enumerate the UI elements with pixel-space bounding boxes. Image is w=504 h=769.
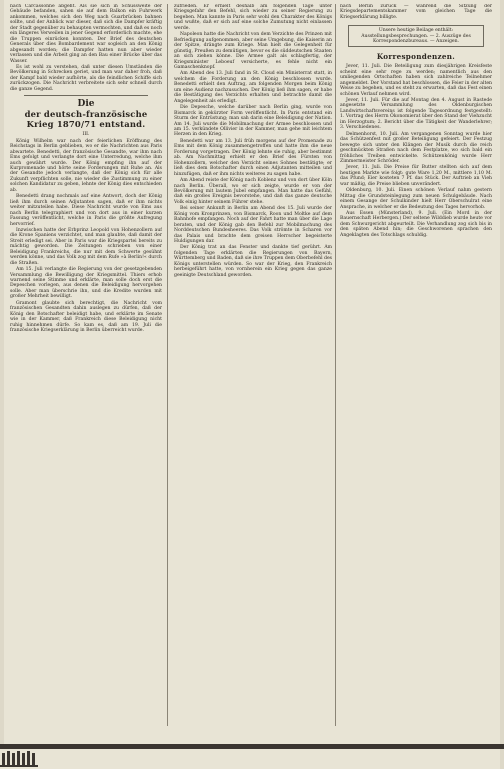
column-right bbox=[340, 4, 492, 726]
article-headline-line2: der deutsch-französische Krieg 1870/71 entstand. bbox=[24, 109, 148, 130]
column-divider bbox=[335, 4, 336, 726]
scan-footer-bar bbox=[0, 744, 504, 749]
paragraph: Jever, 11. Juli. Für die auf Montag den 4. August in Rastede angesetzte Versammlung des Oldenburgischen Landwirtschaftsvereins ist folgende Tagesordnung festgestellt: 1. Vortrag des Herrn Ökonomierat über den Stand der Viehzucht im Herzogtum; 2. Bericht über die Tätigkeit der Wanderlehrer; 3. Verschiedenes. bbox=[340, 97, 492, 131]
column-left bbox=[10, 4, 162, 726]
article-headline-line1: Die bbox=[77, 99, 95, 110]
paragraph: nach Carcassonne abgeht. Als sie sich in Schüssweite der Gebäude befanden, sahen sie auf dem Balkon ein Fuhrwerk ankommen, welches sich den Weg nach Guarbrücken bahnen sollte, und der Anblick war dieser, daß sich die Dampfer kräftig der Stadt gegenüber zu behaupten vermochten, und daß es noch ein längeres Verweilen in jener Gegend erforderlich machte, ehe die Truppen einrücken konnten. Der Brief des deutschen Generals über dies Bombardement war sogleich an den König abgesandt worden; die Dampfer hatten nun aber wieder verlassen und die Arbeit ging an den Bau einer Brücke über das Wasser. bbox=[10, 4, 162, 64]
paragraph: Die Depesche, welche darüber nach Berlin ging, wurde von Bismarck in gekürzter Form veröffentlicht. In Paris entstand ein Sturm der Entrüstung; man sah darin eine Beleidigung der Nation. Am 14. Juli wurde die Mobilmachung der Armee beschlossen und am 15. verkündete Ollivier in der Kammer, man gehe mit leichtem Herzen in den Krieg. bbox=[174, 105, 332, 138]
paragraph: Inzwischen hatte der Erbprinz Leopold von Hohenzollern auf die Krone Spaniens verzichtet, und man glaubte, daß damit der Streit erledigt sei. Aber in Paris war die Kriegspartei bereits zu mächtig geworden. Die Zeitungen schrieben von einer Beleidigung Frankreichs, die nur mit dem Schwerte gesühnt werden könne, und das Volk zog mit dem Rufe »à Berlin!« durch die Straßen. bbox=[10, 227, 162, 266]
paragraph: Jever, 11. Juli. Die Preise für Butter stellten sich auf dem heutigen Markte wie folgt: gute Ware 1,20 M., mittlere 1,10 M. das Pfund; Eier kosteten 7 Pf. das Stück. Der Auftrieb an Vieh war mäßig, die Preise blieben unverändert. bbox=[340, 165, 492, 187]
paragraph: Gramont glaubte sich berechtigt, die Nachricht vom französischen Gesandten dahin auslegen zu dürfen, daß der König den Botschafter beleidigt habe, und erklärte im Senate wie in der Kammer, daß Frankreich diese Beleidigung nicht ruhig hinnehmen dürfe. So kam es, daß am 19. Juli die französische Kriegserklärung in Berlin überreicht wurde. bbox=[10, 300, 162, 334]
column-middle bbox=[174, 4, 332, 726]
archive-stamp-icon bbox=[0, 749, 40, 769]
column-divider bbox=[167, 4, 168, 726]
paragraph: Am Abend des 13. Juli fand in St. Cloud ein Ministerrat statt, in welchem die Forderung an den König beschlossen wurde. Benedetti erhielt den Auftrag, am folgenden Morgen beim König um eine Audienz nachzusuchen. Der König ließ ihm sagen, er habe die Bestätigung des Verzichts erhalten und betrachte damit die Angelegenheit als erledigt. bbox=[174, 71, 332, 104]
paragraph: Napoleon hatte die Nachricht von dem Verzichte des Prinzen mit Befriedigung aufgenommen, aber seine Umgebung, die Kaiserin an der Spitze, drängte zum Kriege. Man hielt die Gelegenheit für günstig, Preußen zu demütigen, bevor es die süddeutschen Staaten an sich ziehen könne. Die Armee galt als schlagfertig, der Kriegsminister Leboeuf versicherte, es fehle nicht ein Gamaschenknopf. bbox=[174, 32, 332, 70]
paragraph: Oldenburg, 10. Juli. Einen schönen Verlauf nahm gestern Mittag die Grundsteinlegung zum neuen Schulgebäude. Nach einem Gesange der Schulkinder hielt Herr Oberschulrat eine Ansprache, in welcher er die Bedeutung des Tages hervorhob. bbox=[340, 188, 492, 210]
paragraph: nach Berlin zurück — während die Sitzung der Kriegsdepartementskammer vom gleichen Tage die Kriegserklärung billigte. bbox=[340, 4, 492, 20]
supplement-notice bbox=[348, 25, 484, 47]
paragraph: Am Abend reiste der König nach Koblenz und von dort über Köln nach Berlin. Überall, wo er sich zeigte, wurde er von der Bevölkerung mit lautem Jubel empfangen. Man hatte das Gefühl, daß ein großes Ereignis bevorstehe, und daß das ganze deutsche Volk einig hinter seinem Führer stehe. bbox=[174, 178, 332, 205]
paragraph: Delmenhorst, 10. Juli. Am vergangenen Sonntag wurde hier das Schützenfest mit großer Beteiligung gefeiert. Der Festzug bewegte sich unter den Klängen der Musik durch die reich geschmückten Straßen nach dem Festplatze, wo sich bald ein fröhliches Treiben entwickelte. Schützenkönig wurde Herr Zimmermeister Schröder. bbox=[340, 131, 492, 164]
paragraph: Benedetti drang nochmals auf eine Antwort, doch der König ließ ihm durch seinen Adjutanten sagen, daß er ihm nichts weiter mitzuteilen habe. Diese Nachricht wurde von Ems aus nach Berlin telegraphiert und von dort aus in einer kurzen Fassung veröffentlicht, welche in Paris die größte Aufregung hervorrief. bbox=[10, 194, 162, 227]
paragraph: Bei seiner Ankunft in Berlin am Abend des 15. Juli wurde der König vom Kronprinzen, von Bismarck, Roon und Moltke auf dem Bahnhofe empfangen. Noch auf der Fahrt hatte man über die Lage beraten, und der König gab den Befehl zur Mobilmachung des Norddeutschen Bundesheeres. Das Volk strömte in Scharen vor das Palais und brachte dem greisen Herrscher begeisterte Huldigungen dar. bbox=[174, 206, 332, 245]
paragraph: König Wilhelm war nach der feierlichen Eröffnung des Reichstags in Berlin geblieben, wo er die Nachrichten aus Paris abwartete. Benedetti, der französische Gesandte, war ihm nach Ems gefolgt und verlangte dort eine Unterredung, welche ihm auch gewährt wurde. Der König empfing ihn auf der Kurpromenade und hörte seine Forderungen mit Ruhe an. Als der Gesandte jedoch verlangte, daß der König sich für alle Zukunft verpflichten solle, nie wieder die Zustimmung zu einer solchen Kandidatur zu geben, lehnte der König dies entschieden ab. bbox=[10, 138, 162, 193]
paragraph: Es ist wohl zu verstehen, daß unter diesen Umständen die Bevölkerung in Schrecken geriet, und man war daher froh, daß der Kampf bald wieder aufhörte, als die feindlichen Schiffe sich zurückzogen. Die Nachricht verbreitete sich sehr schnell durch die ganze Gegend. bbox=[10, 64, 162, 92]
paragraph: Am 15. Juli verlangte die Regierung von der gesetzgebenden Versammlung die Bewilligung der Kriegsmittel. Thiers erhob warnend seine Stimme und erklärte, man solle doch erst die Depeschen vorlegen, aus denen die Beleidigung hervorgehen solle. Aber man überschrie ihn, und die Kredite wurden mit großer Mehrheit bewilligt. bbox=[10, 267, 162, 300]
paragraph: zufrieden. Er erhielt deshalb am folgenden Tage unter Kriegsgefahr den Befehl, sich wieder zu seiner Regierung zu begeben. Man kannte in Paris sehr wohl den Charakter des Königs und wußte, daß er sich auf eine solche Zumutung nicht einlassen werde. bbox=[174, 4, 332, 31]
paragraph: Der König trat an das Fenster und dankte tief gerührt. Am folgenden Tage erklärten die Regierungen von Bayern, Württemberg und Baden, daß sie ihre Truppen dem Oberbefehl des Königs unterstellen würden. So war der Krieg, den Frankreich herbeigeführt hatte, von vornherein ein Krieg gegen das ganze geeinigte Deutschland geworden. bbox=[174, 245, 332, 278]
newspaper-page bbox=[4, 0, 500, 769]
section-heading: Korrespondenzen. bbox=[376, 52, 456, 62]
divider bbox=[24, 95, 148, 96]
supplement-title: Unsere heutige Beilage enthält: bbox=[378, 28, 454, 34]
section-number: III. bbox=[82, 132, 90, 138]
paragraph: Aus Essen (Münsterland), 9. Juli. (Ein Mord in der Bauernschaft Herbergen.) Der seltene Wilddieb wurde heute vor dem Schwurgericht abgeurteilt. Die Verhandlung zog sich bis in den späten Abend hin; die Geschworenen sprachen den Angeklagten des Totschlags schuldig. bbox=[340, 211, 492, 238]
supplement-contents: Ausstellungsbesprechungen. — 2. Auszüge des Korrespondenzbureaus. — Anzeigen. bbox=[361, 33, 471, 44]
paragraph: Benedetti war am 13. Juli früh morgens auf der Promenade zu Ems mit dem König zusammengetroffen und hatte ihm die neue Forderung vorgetragen. Der König lehnte sie ruhig, aber bestimmt ab. Am Nachmittag erhielt er den Brief des Fürsten von Hohenzollern, welcher den Verzicht seines Sohnes bestätigte; er ließ dies dem Botschafter durch einen Adjutanten mitteilen und hinzufügen, daß er ihm nichts weiteres zu sagen habe. bbox=[174, 138, 332, 177]
paragraph: Jever, 11. Juli. Die Beteiligung zum diesjährigen Kreisfeste scheint eine sehr rege zu werden; namentlich aus den umliegenden Ortschaften haben sich zahlreiche Teilnehmer angemeldet. Der Vorstand hat beschlossen, die Feier in der alten Weise zu begehen, und es steht zu erwarten, daß das Fest einen schönen Verlauf nehmen wird. bbox=[340, 64, 492, 97]
